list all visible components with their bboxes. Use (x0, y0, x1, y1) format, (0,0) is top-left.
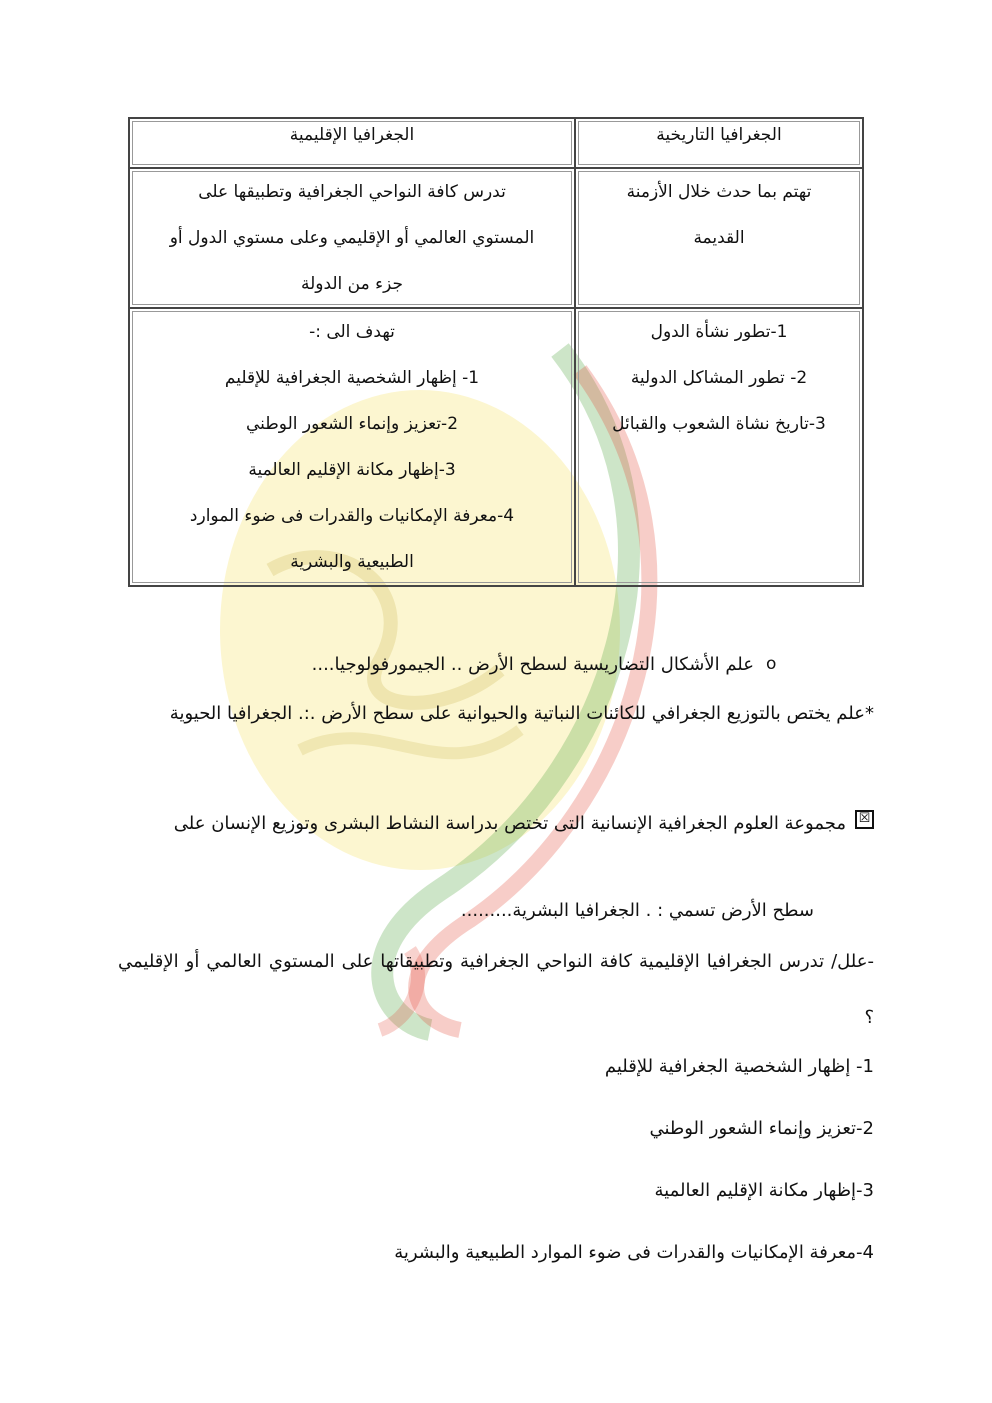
cell-line: 4-معرفة الإمكانيات والقدرات فى ضوء الموارد (189, 506, 515, 526)
cell-line: 2- تطور المشاكل الدولية (630, 368, 808, 388)
biogeography-definition: *علم يختص بالتوزيع الجغرافي للكائنات النباتية والحيوانية على سطح الأرض .:. الجغرافيا الحيوية (169, 703, 874, 724)
cell-line: تدرس كافة النواحي الجغرافية وتطبيقها على (198, 182, 506, 202)
checked-box-icon: ☒ (855, 810, 874, 829)
cell-line: تهدف الى :- (309, 322, 395, 342)
cell-line: 1-تطور نشأة الدول (650, 322, 788, 342)
cell-line: تهتم بما حدث خلال الأزمنة (626, 182, 812, 202)
human-geography-answer: سطح الأرض تسمي : . الجغرافيا البشرية......... (460, 900, 814, 921)
table-row (129, 308, 863, 586)
cell-regional-goals (129, 308, 575, 586)
table-header-row (129, 118, 863, 168)
geomorphology-definition: علم الأشكال التضاريسية لسطح الأرض .. الجيمورفولوجيا.... (311, 654, 754, 675)
cell-line: 3-تاريخ نشاة الشعوب والقبائل (612, 414, 826, 434)
answer-item: 3-إظهار مكانة الإقليم العالمية (654, 1180, 874, 1201)
comparison-table (128, 117, 864, 587)
cell-line: 1- إظهار الشخصية الجغرافية للإقليم (224, 368, 480, 388)
cell-line: جزء من الدولة (300, 274, 404, 294)
cell-line: المستوي العالمي أو الإقليمي وعلى مستوي الدول أو (169, 228, 535, 248)
header-historical: الجغرافيا التاريخية (575, 118, 863, 168)
answer-item: 2-تعزيز وإنماء الشعور الوطني (649, 1118, 874, 1139)
answer-item: 1- إظهار الشخصية الجغرافية للإقليم (604, 1056, 874, 1077)
cell-line: 2-تعزيز وإنماء الشعور الوطني (245, 414, 459, 434)
bullet-circle-icon: o (766, 654, 777, 674)
cell-line: القديمة (693, 228, 745, 248)
cell-line: الطبيعية والبشرية (290, 552, 414, 572)
cell-regional-definition (129, 168, 575, 308)
why-question: -علل/ تدرس الجغرافيا الإقليمية كافة النواحي الجغرافية وتطبيقاتها على المستوي العالمي أو الإقليمي ؟ (118, 951, 874, 1028)
answer-item: 4-معرفة الإمكانيات والقدرات فى ضوء الموارد الطبيعية والبشرية (394, 1242, 874, 1263)
header-regional: الجغرافيا الإقليمية (129, 118, 575, 168)
cell-historical-topics (575, 308, 863, 586)
table-row (129, 168, 863, 308)
cell-line: 3-إظهار مكانة الإقليم العالمية (248, 460, 456, 480)
human-geography-definition: مجموعة العلوم الجغرافية الإنسانية التى تختص بدراسة النشاط البشرى وتوزيع الإنسان على (173, 813, 846, 834)
cell-historical-definition (575, 168, 863, 308)
